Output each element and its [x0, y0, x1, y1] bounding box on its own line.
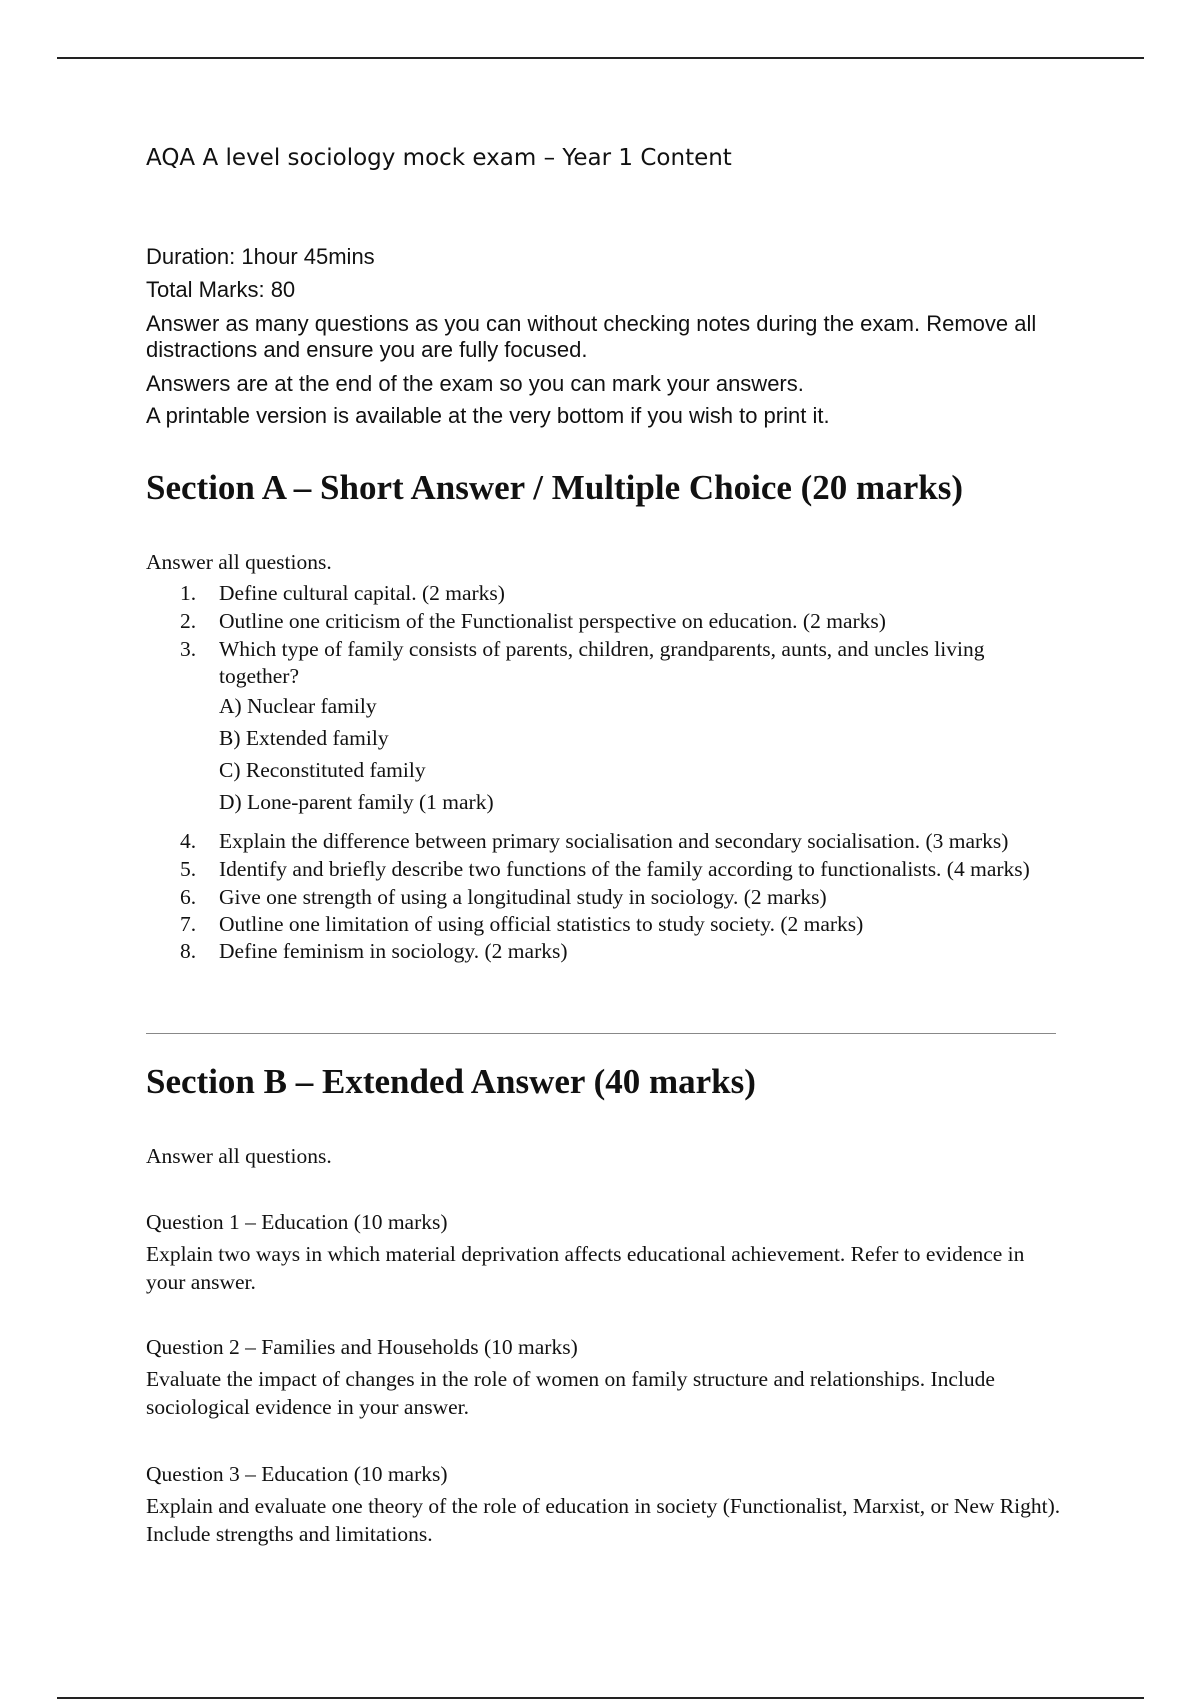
- extended-question-2-title: Question 2 – Families and Households (10 marks): [146, 1335, 578, 1359]
- question-item: [146, 580, 1066, 607]
- question-text: Explain the difference between primary socialisation and secondary socialisation. (3 marks): [219, 829, 1009, 853]
- extended-question-1-text: Explain two ways in which material deprivation affects educational achievement. Refer to evidence in your answer.: [146, 1242, 1025, 1294]
- question-item: [146, 938, 1066, 965]
- total-marks-text: Total Marks: 80: [146, 277, 296, 302]
- option-b: B) Extended family: [219, 726, 389, 750]
- extended-question-3-text: Explain and evaluate one theory of the role of education in society (Functionalist, Marxist, or New Right). Include strengths and limitations.: [146, 1494, 1061, 1546]
- question-number: 7.: [180, 912, 197, 936]
- question-text: Define feminism in sociology. (2 marks): [219, 939, 568, 963]
- question-item: [146, 856, 1066, 883]
- question-text: Give one strength of using a longitudinal study in sociology. (2 marks): [219, 885, 827, 909]
- extended-question-1-title: Question 1 – Education (10 marks): [146, 1210, 448, 1234]
- section-b-intro: Answer all questions.: [146, 1144, 332, 1168]
- question-number: 8.: [180, 939, 197, 963]
- duration-text: Duration: 1hour 45mins: [146, 244, 375, 269]
- question-text: Outline one limitation of using official statistics to study society. (2 marks): [219, 912, 864, 936]
- question-number: 6.: [180, 885, 197, 909]
- instruction-focus: Answer as many questions as you can without checking notes during the exam. Remove all distractions and ensure you are fully focused.: [146, 311, 1037, 362]
- option-a: A) Nuclear family: [219, 694, 377, 718]
- multiple-choice-options: [146, 693, 1066, 816]
- question-text: Outline one criticism of the Functionalist perspective on education. (2 marks): [219, 609, 886, 633]
- question-item: [146, 884, 1066, 911]
- question-item: [146, 911, 1066, 938]
- section-b-heading: Section B – Extended Answer (40 marks): [146, 1062, 756, 1101]
- extended-question-2-text: Evaluate the impact of changes in the role of women on family structure and relationships. Include sociological evidence in your answer.: [146, 1367, 995, 1419]
- section-a-question-list: [146, 580, 1066, 690]
- document-title: AQA A level sociology mock exam – Year 1 Content: [146, 145, 732, 171]
- question-item: [146, 828, 1066, 855]
- question-item: [146, 636, 1066, 690]
- question-number: 1.: [180, 581, 197, 605]
- section-a-intro: Answer all questions.: [146, 550, 332, 574]
- question-number: 3.: [180, 637, 197, 661]
- option-c: C) Reconstituted family: [219, 758, 426, 782]
- question-number: 4.: [180, 829, 197, 853]
- top-rule: [57, 57, 1144, 59]
- instruction-answers: Answers are at the end of the exam so you can mark your answers.: [146, 371, 804, 396]
- question-number: 2.: [180, 609, 197, 633]
- instruction-printable: A printable version is available at the very bottom if you wish to print it.: [146, 403, 830, 428]
- question-text: Define cultural capital. (2 marks): [219, 581, 505, 605]
- question-text: Identify and briefly describe two functions of the family according to functionalists. (4 marks): [219, 857, 1030, 881]
- question-text: Which type of family consists of parents, children, grandparents, aunts, and uncles living together?: [219, 637, 985, 688]
- bottom-rule: [57, 1697, 1144, 1699]
- question-item: [146, 608, 1066, 635]
- section-a-question-list-continued: [146, 828, 1066, 965]
- section-divider: [146, 1033, 1056, 1034]
- option-d: D) Lone-parent family (1 mark): [219, 790, 494, 814]
- question-number: 5.: [180, 857, 197, 881]
- extended-question-3-title: Question 3 – Education (10 marks): [146, 1462, 448, 1486]
- section-a-heading: Section A – Short Answer / Multiple Choice (20 marks): [146, 468, 963, 507]
